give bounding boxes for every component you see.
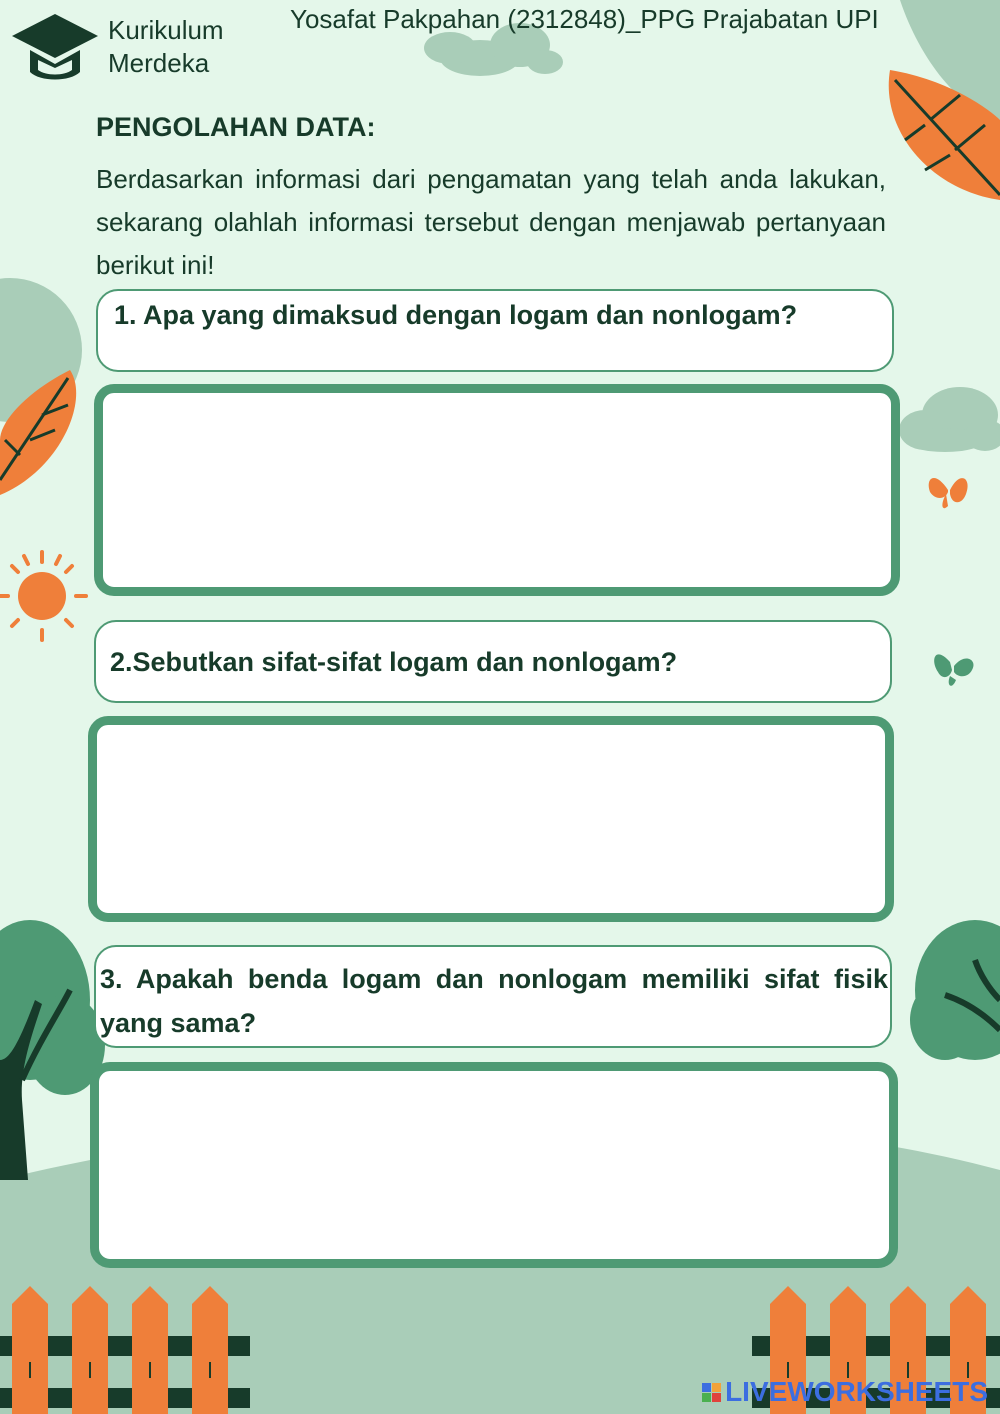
question-2-text: 2.Sebutkan sifat-sifat logam dan nonlogam? bbox=[110, 647, 678, 677]
author-name: Yosafat Pakpahan (2312848)_PPG Prajabatan UPI bbox=[290, 4, 879, 34]
answer-2-field[interactable] bbox=[97, 725, 885, 913]
question-2-box bbox=[94, 620, 892, 703]
logo-text bbox=[108, 14, 224, 80]
answer-3-field[interactable] bbox=[99, 1071, 889, 1259]
liveworksheets-watermark bbox=[702, 1376, 988, 1408]
logo-line1: Kurikulum bbox=[108, 15, 224, 45]
answer-2-box[interactable] bbox=[88, 716, 894, 922]
answer-3-box[interactable] bbox=[90, 1062, 898, 1268]
section-title: PENGOLAHAN DATA: bbox=[96, 112, 376, 142]
graduation-cap-icon bbox=[10, 10, 100, 86]
logo-line2: Merdeka bbox=[108, 48, 210, 78]
answer-1-field[interactable] bbox=[103, 393, 891, 587]
question-1-text: 1. Apa yang dimaksud dengan logam dan nonlogam? bbox=[114, 300, 798, 330]
question-3-box bbox=[94, 945, 892, 1048]
question-3-text: 3. Apakah benda logam dan nonlogam memiliki sifat fisik yang sama? bbox=[100, 964, 888, 1038]
answer-1-box[interactable] bbox=[94, 384, 900, 596]
right-tree-icon bbox=[910, 920, 1000, 1060]
liveworksheets-logo-icon bbox=[702, 1383, 721, 1402]
orange-butterfly-icon bbox=[929, 478, 968, 508]
sun-icon bbox=[0, 552, 86, 640]
right-cloud-icon bbox=[899, 387, 1000, 452]
question-1-box bbox=[96, 289, 894, 372]
watermark-text: LIVEWORKSHEETS bbox=[725, 1376, 988, 1407]
intro-paragraph: Berdasarkan informasi dari pengamatan yang telah anda lakukan, sekarang olahlah informasi tersebut dengan menjawab pertanyaan berikut ini! bbox=[96, 164, 886, 280]
green-butterfly-icon bbox=[934, 654, 973, 685]
